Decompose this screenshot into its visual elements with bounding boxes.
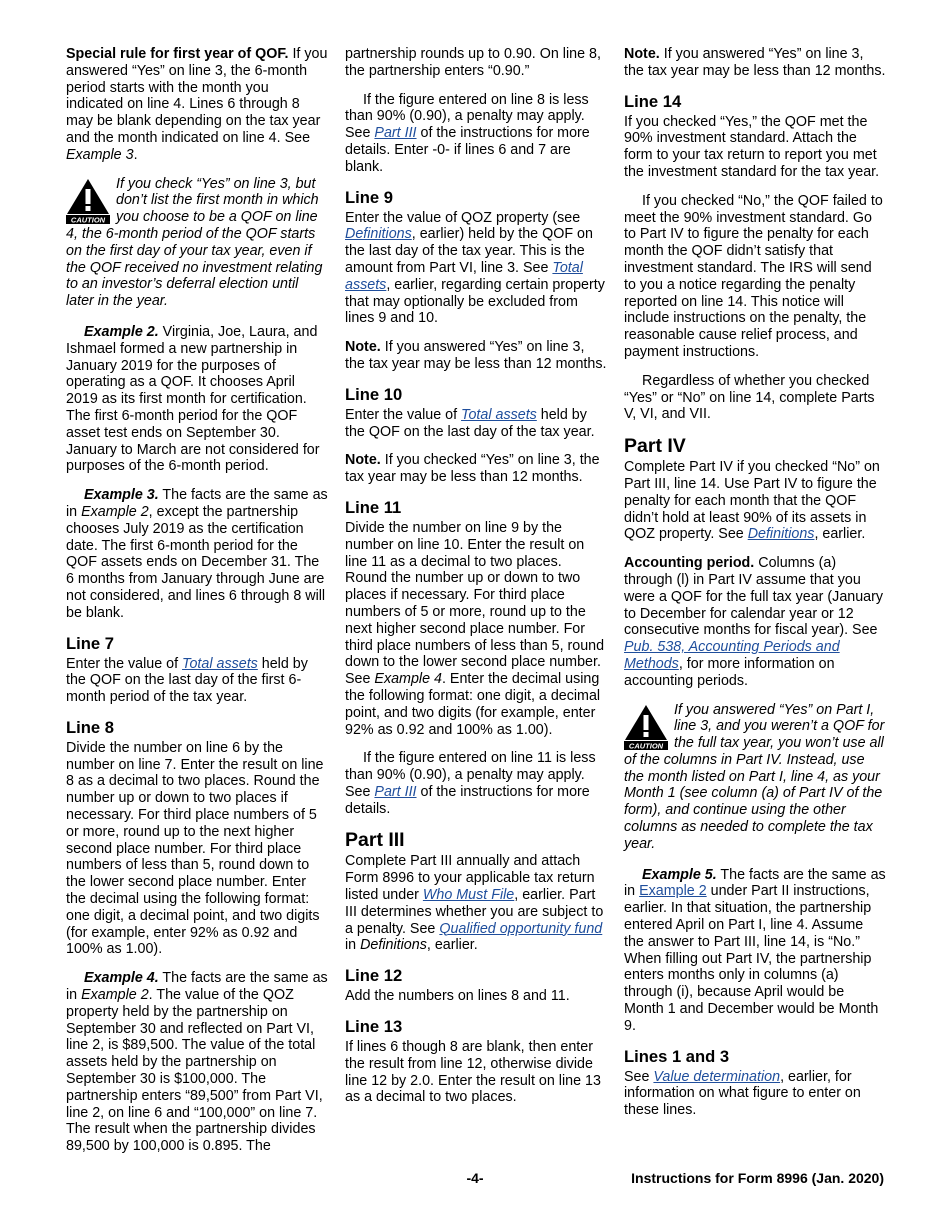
- total-assets-link[interactable]: Total assets: [345, 259, 583, 293]
- line-14-paragraph: If you checked “Yes,” the QOF met the 90% investment standard. Attach the form to your tax return to report you met the investment standard for the tax year.: [624, 113, 880, 180]
- caution-icon: [624, 704, 668, 750]
- total-assets-link[interactable]: Total assets: [182, 655, 258, 672]
- part-iii-link[interactable]: Part III: [374, 783, 417, 800]
- who-must-file-link[interactable]: Who Must File: [422, 887, 515, 904]
- pub-538-link[interactable]: Pub. 538, Accounting Periods and Methods: [624, 639, 840, 672]
- line-11-paragraph: Divide the number on line 9 by the number on line 10. Enter the result on line 11 as a decimal to two places. Round the number up or down to two places if necessary. For third place numbers of 5 or more, round up to the next higher second place number. For third place numbers of less than 5, round down to the lower second place number. See Example 4. Enter the decimal using the following format: one digit, a decimal point, and two digits (for example, enter 92% as 0.92 and 100% as 1.00).: [345, 519, 605, 738]
- caution-note: [624, 702, 887, 853]
- line-10-heading: Line 10: [345, 384, 403, 404]
- example-3-paragraph: Example 3. The facts are the same as in Example 2, except the partnership chooses July 2019 as the certification date. The first 6-month period for the QOF assets ends on December 31. The 6 months from January through June are not considered, and lines 6 through 8 will be blank.: [66, 487, 328, 621]
- lines-1-and-3-heading: Lines 1 and 3: [624, 1046, 730, 1066]
- line-14-regardless-paragraph: Regardless of whether you checked “Yes” or “No” on line 14, complete Parts V, VI, and VII.: [624, 372, 875, 423]
- part-iii-heading: Part III: [345, 829, 405, 852]
- example-5-paragraph: Example 5. The facts are the same as in Example 2 under Part II instructions, earlier. In that situation, the partnership entered April on Part I, line 4. Assume the answer to Part III, line 14, is “No.” When filling out Part IV, the partnership enters months only in columns (a) through (i), because April would be Month 1 and December would be Month 9.: [624, 866, 886, 1034]
- line-13-heading: Line 13: [345, 1017, 403, 1037]
- page-number: -4-: [466, 1170, 484, 1186]
- line-14-no-paragraph: If you checked “No,” the QOF failed to meet the 90% investment standard. Go to Part IV to figure the penalty for each month the QOF didn’t satisfy that investment standard. The IRS will send to you a notice regarding the penalty reported on line 14. This notice will include instructions on the penalty, the reasonable cause relief process, and payment instructions.: [624, 192, 883, 360]
- definitions-link[interactable]: Definitions: [345, 226, 412, 243]
- column-3: [624, 46, 887, 1131]
- part-iv-heading: Part IV: [624, 435, 686, 458]
- caution-text: If you check “Yes” on line 3, but don’t list the first month in which you choose to be a QOF on line 4, the 6-month period of the QOF starts on the first day of your tax year, even if the QOF received no investment relating to an investor’s deferral election until later in the year.: [66, 175, 323, 310]
- line-12-paragraph: Add the numbers on lines 8 and 11.: [345, 988, 570, 1005]
- part-iii-paragraph: Complete Part III annually and attach Form 8996 to your applicable tax return listed under Who Must File, earlier. Part III determines whether you are subject to a penalty. See Qualified opportunity fund in Definitions, earlier.: [345, 853, 604, 954]
- line-8-paragraph: Divide the number on line 6 by the number on line 7. Enter the result on line 8 as a decimal to two places. Round the number up or down to two places if necessary. For third place numbers of 5 or more, round up to the next higher second place number. For third place numbers of less than 5, round down to the lower second place number. Enter the decimal using the following format: one digit, a decimal point, and two digits (for example, enter 92% as 0.92 and 100% as 1.00).: [66, 739, 324, 958]
- line-9-heading: Line 9: [345, 187, 393, 207]
- definitions-link[interactable]: Definitions: [747, 526, 815, 543]
- line-7-paragraph: Enter the value of Total assets held by the QOF on the last day of the first 6-month period of the tax year.: [66, 655, 308, 706]
- special-rule-paragraph: Special rule for first year of QOF. If you answered “Yes” on line 3, the 6-month period starts with the month you indicated on line 4. Lines 6 through 8 may be blank depending on the tax year and the month indicated on line 4. See Example 3.: [66, 46, 328, 163]
- lines-1-and-3-paragraph: See Value determination, earlier, for information on what figure to enter on these lines.: [624, 1068, 861, 1119]
- note-paragraph: Note. If you answered “Yes” on line 3, the tax year may be less than 12 months.: [624, 46, 886, 79]
- note-paragraph: Note. If you answered “Yes” on line 3, the tax year may be less than 12 months.: [345, 339, 607, 372]
- example-2-link[interactable]: Example 2: [639, 883, 707, 900]
- form-title: Instructions for Form 8996 (Jan. 2020): [631, 1170, 884, 1186]
- line-7-heading: Line 7: [66, 633, 114, 653]
- caution-note: [66, 176, 329, 310]
- caution-icon: [66, 178, 110, 224]
- accounting-period-paragraph: Accounting period. Columns (a) through (l) in Part IV assume that you were a QOF for the full tax year (January to December for calendar year or 12 consecutive months for fiscal year). See Pub. 538, Accounting Periods and Methods, for more information on accounting periods.: [624, 555, 884, 689]
- example-2-paragraph: Example 2. Virginia, Joe, Laura, and Ishmael formed a new partnership in January 2019 for the purposes of operating as a QOF. It chooses April 2019 as its first month for certification. The first 6-month period for the QOF asset test ends on September 30. January to March are not considered for purposes of the 6-month period.: [66, 323, 320, 475]
- note-paragraph: Note. If you checked “Yes” on line 3, the tax year may be less than 12 months.: [345, 452, 600, 486]
- part-iii-link[interactable]: Part III: [374, 125, 417, 142]
- column-1: [66, 46, 329, 1167]
- line-11-penalty-paragraph: If the figure entered on line 11 is less than 90% (0.90), a penalty may apply. See Part III of the instructions for more details.: [345, 750, 596, 817]
- line-11-heading: Line 11: [345, 497, 402, 517]
- value-determination-link[interactable]: Value determination: [653, 1068, 781, 1085]
- special-rule-lead: Special rule for first year of QOF.: [66, 46, 289, 62]
- qualified-opportunity-fund-link[interactable]: Qualified opportunity fund: [439, 920, 603, 937]
- svg-text:CAUTION: CAUTION: [70, 215, 106, 224]
- line-8-heading: Line 8: [66, 717, 114, 737]
- line-9-paragraph: Enter the value of QOZ property (see Definitions, earlier) held by the QOF on the last day of the tax year. This is the amount from Part VI, line 3. See Total assets, earlier, regarding certain property that may optionally be excluded from lines 9 and 10.: [345, 209, 605, 327]
- svg-text:CAUTION: CAUTION: [628, 741, 664, 750]
- part-iv-paragraph: Complete Part IV if you checked “No” on Part III, line 14. Use Part IV to figure the penalty for each month that the QOF didn’t hold at least 90% of its assets in QOZ property. See Definitions, earlier.: [624, 459, 880, 543]
- example-4-continued: partnership rounds up to 0.90. On line 8, the partnership enters “0.90.”: [345, 46, 601, 79]
- total-assets-link[interactable]: Total assets: [461, 406, 537, 423]
- line-10-paragraph: Enter the value of Total assets held by the QOF on the last day of the tax year.: [345, 406, 595, 440]
- line-13-paragraph: If lines 6 though 8 are blank, then enter the result from line 12, otherwise divide line 12 by 2.0. Enter the result on line 13 as a decimal to two places.: [345, 1039, 601, 1106]
- example-4-paragraph: Example 4. The facts are the same as in Example 2. The value of the QOZ property held by the partnership on September 30 and reflected on Part VI, line 2, is $89,500. The value of the total assets held by the partnership on September 30 is $100,000. The partnership enters “89,500” from Part VI, line 2, on line 6 and “100,000” on line 7. The result when the partnership divides 89,500 by 100,000 is 0.895. The: [66, 970, 328, 1155]
- line-14-heading: Line 14: [624, 91, 682, 111]
- column-2: [345, 46, 607, 1118]
- line-12-heading: Line 12: [345, 966, 403, 986]
- caution-text: If you answered “Yes” on Part I, line 3, and you weren’t a QOF for the full tax year, you won’t use all of the columns in Part IV. Instead, use the month listed on Part I, line 4, as your Month 1 (see column (a) of Part IV of the form), and continue using the other columns as needed to complete the tax year.: [624, 701, 885, 852]
- line-8-penalty-paragraph: If the figure entered on line 8 is less than 90% (0.90), a penalty may apply. See Part III of the instructions for more details. Enter -0- if lines 6 and 7 are blank.: [345, 91, 590, 175]
